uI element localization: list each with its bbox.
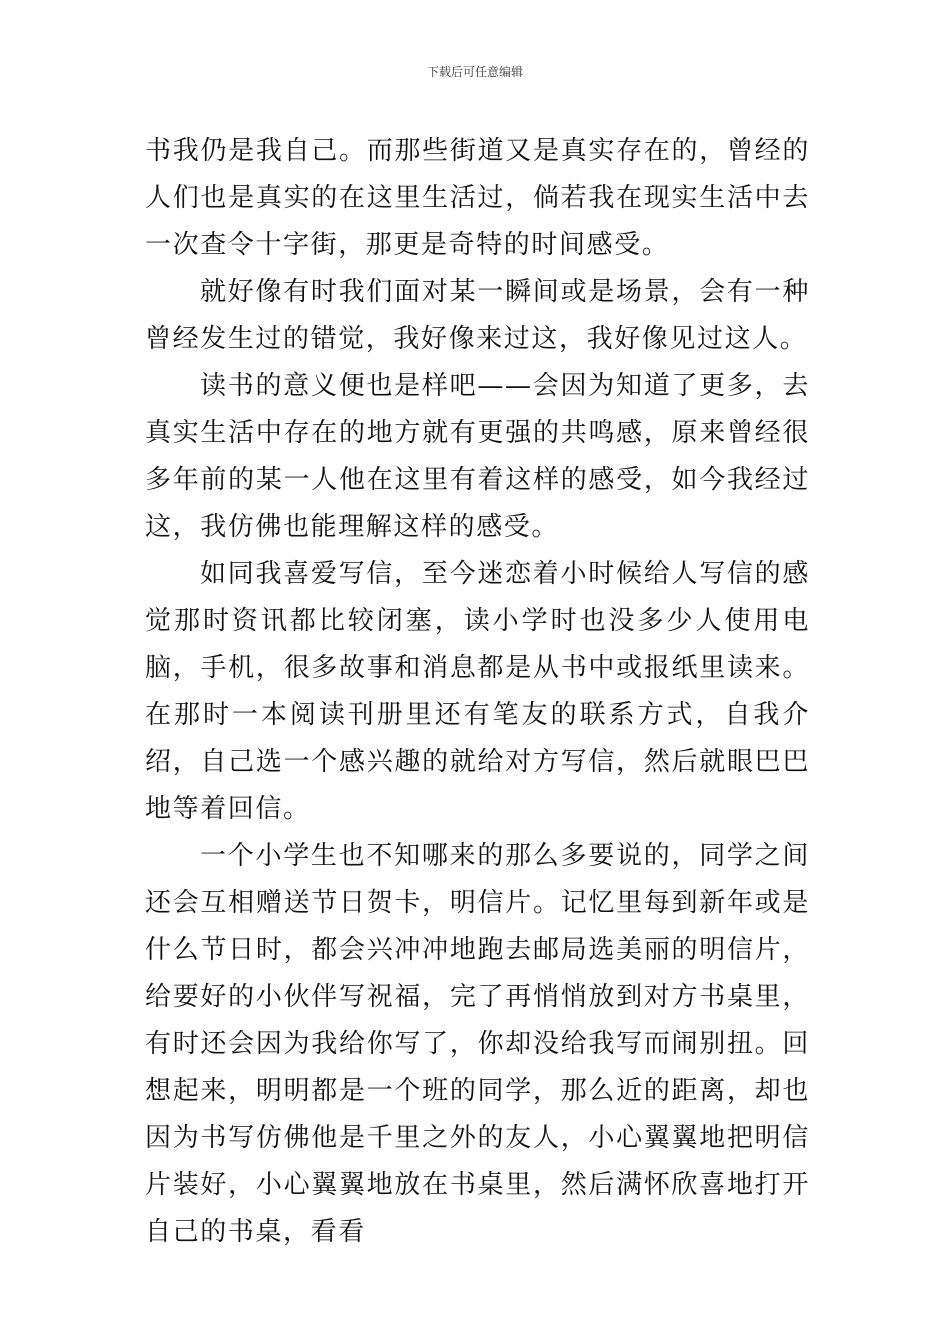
paragraph-1: 书我仍是我自己。而那些街道又是真实存在的，曾经的人们也是真实的在这里生活过，倘若我在现实生活中去一次查令十字街，那更是奇特的时间感受。 bbox=[145, 136, 810, 260]
paragraph-5: 一个小学生也不知哪来的那么多要说的，同学之间还会互相赠送节日贺卡，明信片。记忆里每到新年或是什么节日时，都会兴冲冲地跑去邮局选美丽的明信片，给要好的小伙伴写祝福，完了再悄悄放到对方书桌里，有时还会因为我给你写了，你却没给我写而闹别扭。回想起来，明明都是一个班的同学，那么近的距离，却也因为书写仿佛他是千里之外的友人，小心翼翼地把明信片装好，小心翼翼地放在书桌里，然后满怀欣喜地打开自己的书桌，看看 bbox=[145, 841, 810, 1247]
paragraph-2: 就好像有时我们面对某一瞬间或是场景，会有一种曾经发生过的错觉，我好像来过这，我好像见过这人。 bbox=[145, 277, 810, 354]
paragraph-3: 读书的意义便也是样吧——会因为知道了更多，去真实生活中存在的地方就有更强的共鸣感，原来曾经很多年前的某一人他在这里有着这样的感受，如今我经过这，我仿佛也能理解这样的感受。 bbox=[145, 371, 810, 542]
paragraph-4: 如同我喜爱写信，至今迷恋着小时候给人写信的感觉那时资讯都比较闭塞，读小学时也没多少人使用电脑，手机，很多故事和消息都是从书中或报纸里读来。在那时一本阅读刊册里还有笔友的联系方式，自我介绍，自己选一个感兴趣的就给对方写信，然后就眼巴巴地等着回信。 bbox=[145, 559, 810, 824]
document-body bbox=[145, 128, 810, 1256]
page-header: 下载后可任意编辑 bbox=[426, 65, 523, 79]
